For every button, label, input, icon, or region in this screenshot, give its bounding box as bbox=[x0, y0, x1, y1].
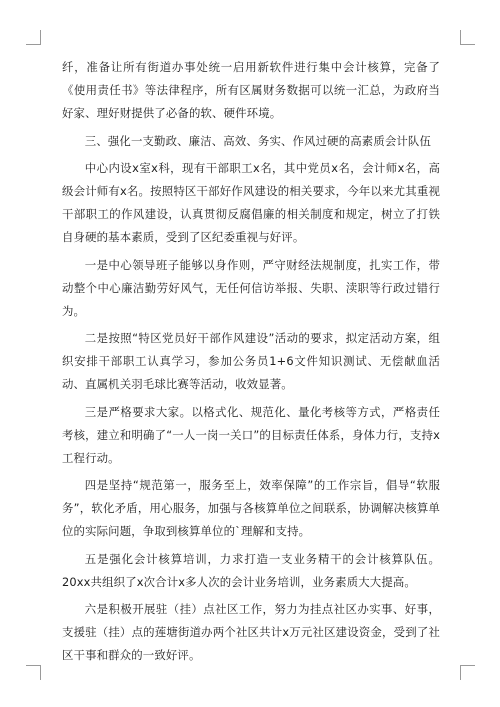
crop-mark-top-right bbox=[460, 30, 475, 45]
paragraph: 三是严格要求大家。以格式化、规范化、量化考核等方式，严格责任考核，建立和明确了“一人一岗一关口”的目标责任体系，身体力行，支持x工程行动。 bbox=[62, 404, 440, 465]
crop-mark-bottom-right bbox=[460, 665, 475, 680]
crop-mark-bottom-left bbox=[26, 665, 41, 680]
paragraph: 四是坚持“规范第一，服务至上，效率保障”的工作宗旨，倡导“软服务”，软化矛盾，用心服务，加强与各核算单位之间联系，协调解决核算单位的实际问题，争取到核算单位的`理解和支持。 bbox=[62, 478, 440, 538]
paragraph: 中心内设x室x科，现有干部职工x名，其中党员x名，会计师x名，高级会计师有x名。按照特区干部好作风建设的相关要求，今年以来尤其重视干部职工的作风建设，认真贯彻反腐倡廉的相关制度和规定，树立了打铁自身硬的基本素质，受到了区纪委重视与好评。 bbox=[62, 161, 440, 244]
paragraph: 一是中心领导班子能够以身作则，严守财经法规制度，扎实工作，带动整个中心廉洁勤劳好风气，无任何信访举报、失职、渎职等行政过错行为。 bbox=[62, 257, 440, 318]
crop-mark-top-left bbox=[26, 30, 41, 45]
section-heading: 三、强化一支勤政、廉洁、高效、务实、作风过硬的高素质会计队伍 bbox=[84, 133, 432, 148]
paragraph: 二是按照“特区党员好干部作风建设”活动的要求，拟定活动方案，组织安排干部职工认真学习，参加公务员1+6文件知识测试、无偿献血活动、直属机关羽毛球比赛等活动，收效显著。 bbox=[62, 331, 440, 391]
document-body bbox=[62, 56, 440, 672]
paragraph: 六是积极开展驻（挂）点社区工作，努力为挂点社区办实事、好事，支援驻（挂）点的莲塘街道办两个社区共计x万元社区建设资金，受到了社区干事和群众的一致好评。 bbox=[62, 602, 440, 662]
paragraph-continuation: 纤，准备让所有街道办事处统一启用新软件进行集中会计核算，完备了《使用责任书》等法律程序，所有区属财务数据可以统一汇总，为政府当好家、理好财提供了必备的软、硬件环境。 bbox=[62, 60, 440, 120]
paragraph: 五是强化会计核算培训，力求打造一支业务精干的会计核算队伍。20xx共组织了x次合计x多人次的会计业务培训，业务素质大大提高。 bbox=[62, 551, 440, 589]
